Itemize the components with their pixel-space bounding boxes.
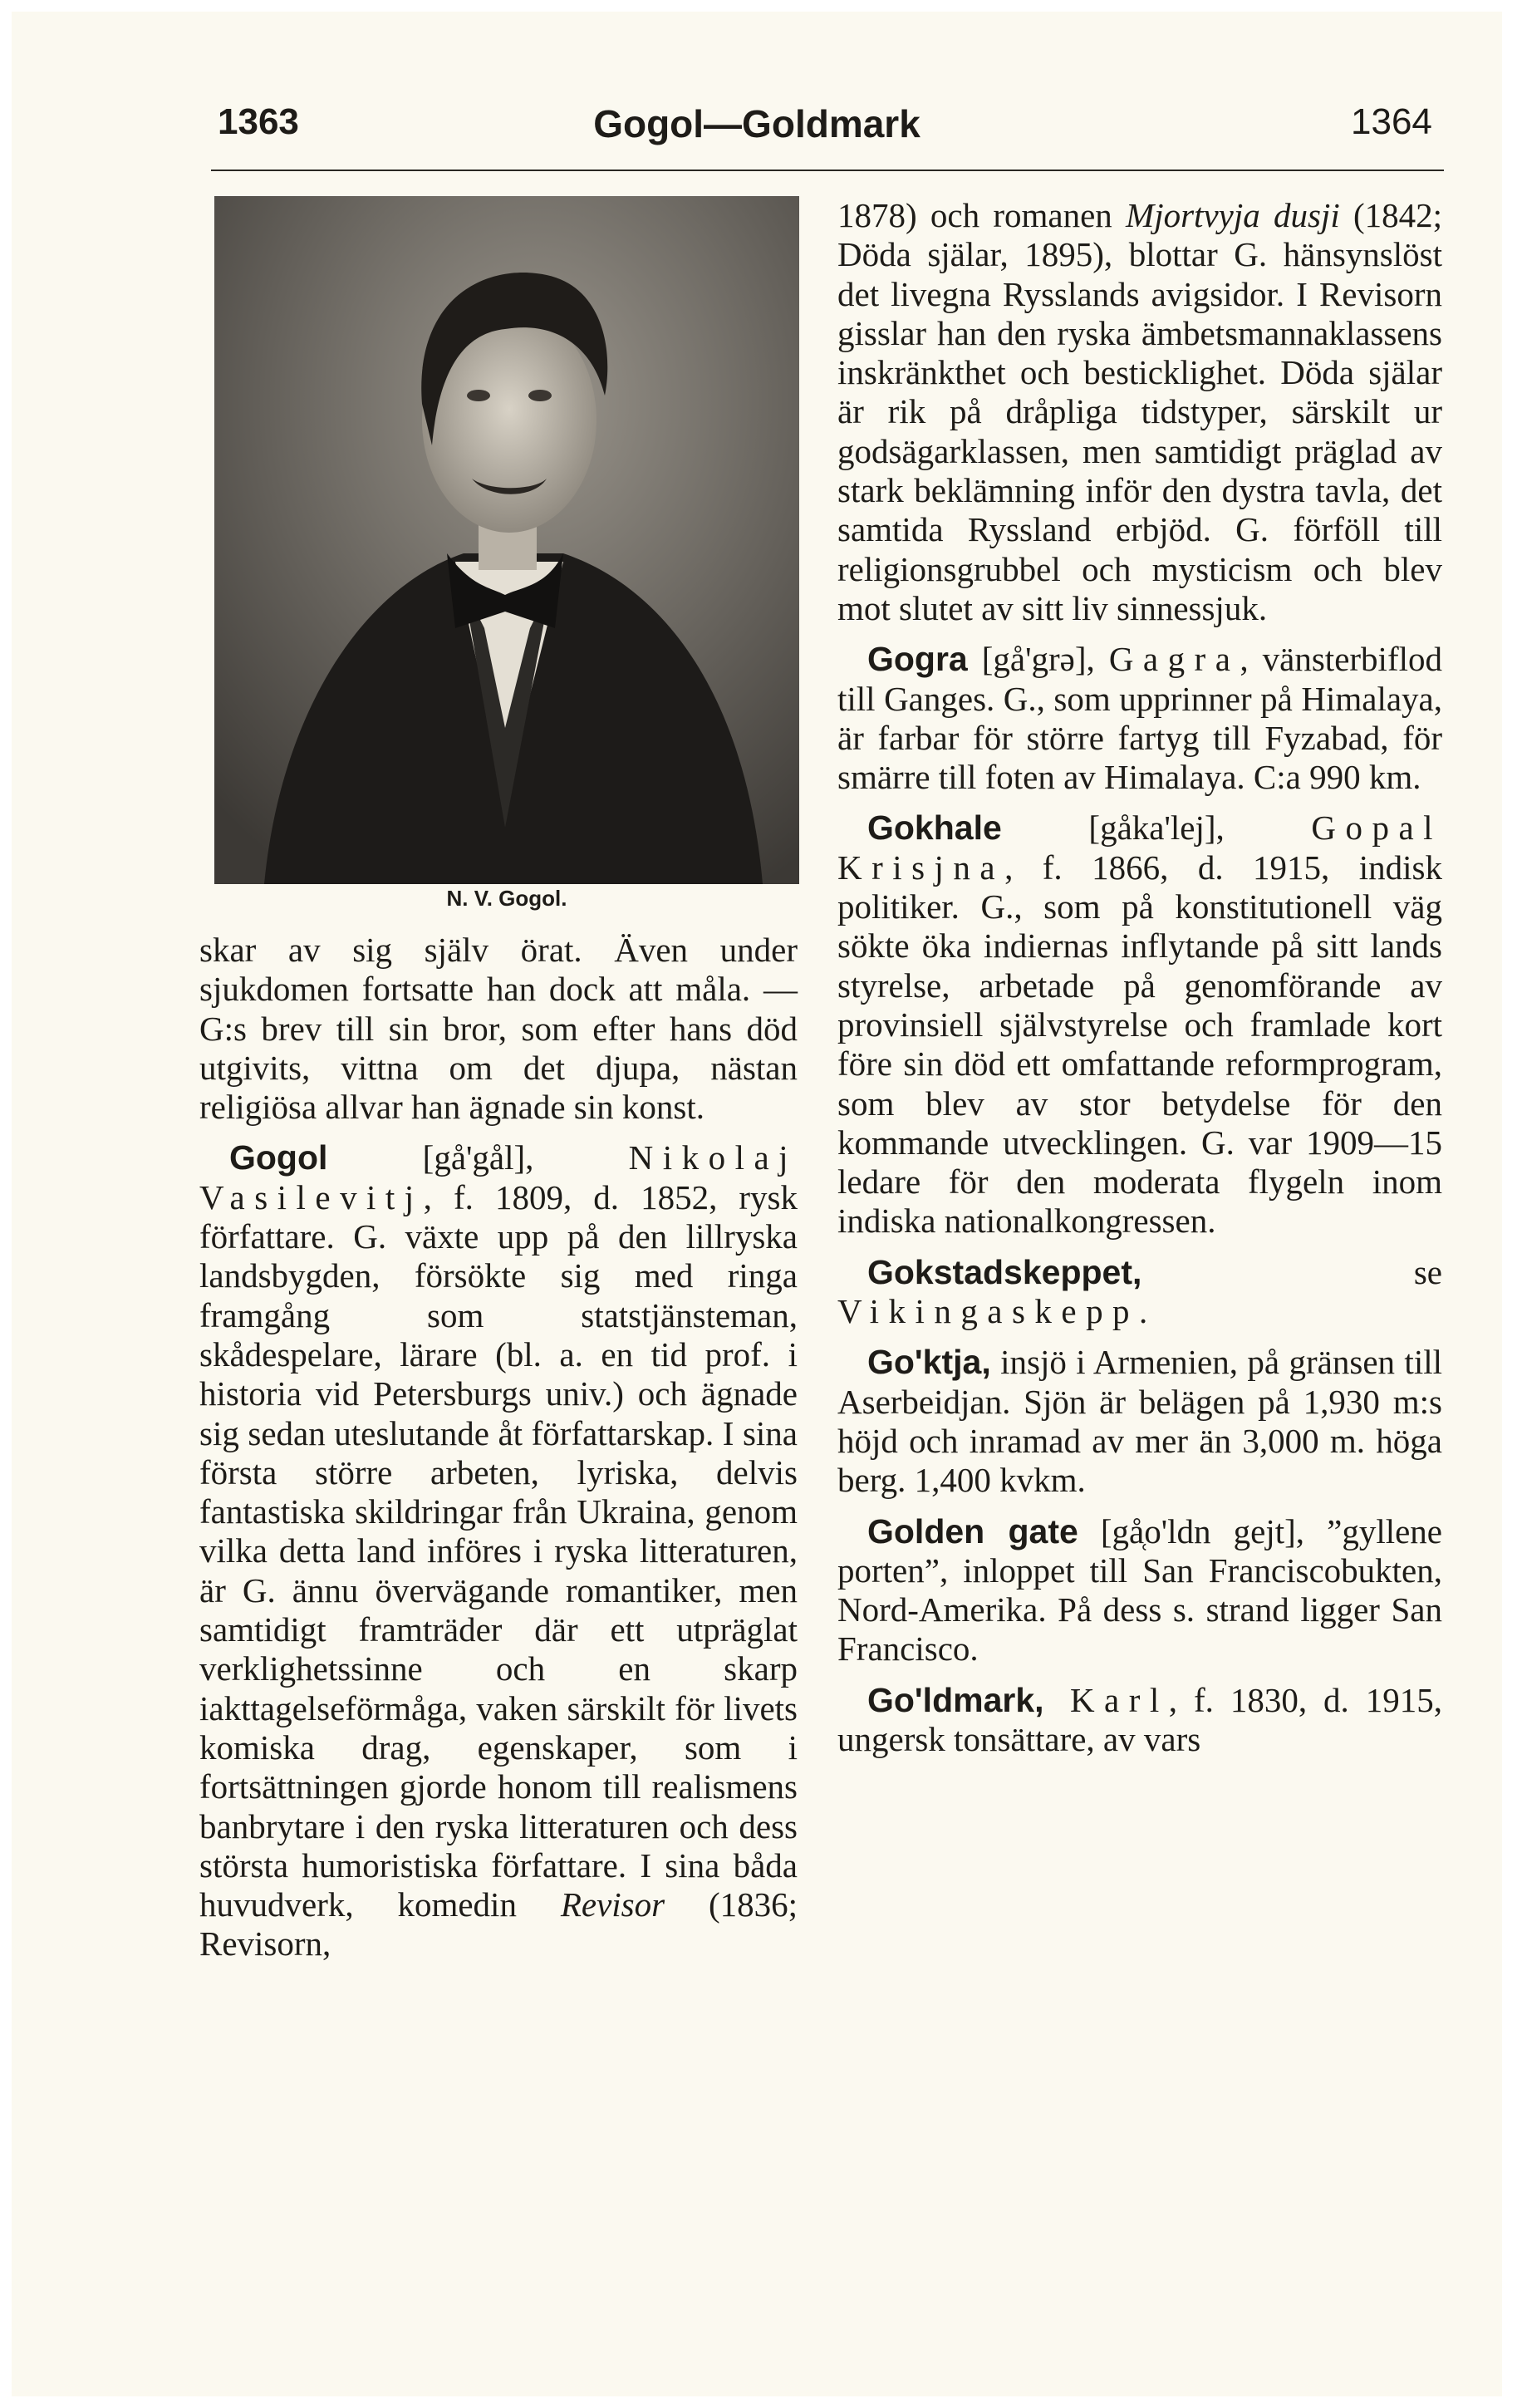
portrait-drawing bbox=[214, 196, 799, 884]
entry-golden-gate bbox=[837, 1512, 1442, 1669]
entry-gogra bbox=[837, 640, 1442, 797]
entry-gogol bbox=[199, 1138, 798, 1963]
gokhale-pronunciation: [gåka'lej], bbox=[1001, 808, 1312, 848]
headword-goktja: Go'ktja, bbox=[867, 1343, 991, 1382]
headword-gokstadskeppet: Gokstadskeppet, bbox=[867, 1252, 1142, 1291]
gokstad-end: . bbox=[1139, 1292, 1148, 1331]
headword-gogra: Gogra bbox=[867, 640, 968, 679]
gogol-pronunciation: [gå'gål], bbox=[327, 1138, 629, 1177]
gokhale-text: , f. 1866, d. 1915, indisk politiker. G., som på konstitutionell väg sökte öka indiernas inflytande på sitt lands styrelse, arbetade på genomförande av provinsiell självstyrelse och framlade kort före sin död ett omfattande reformprogram, som blev av stor betydelse för den kommande utvecklingen. G. var 1909—15 ledare för den moderata flygeln inom indiska nationalkongressen. bbox=[837, 848, 1442, 1241]
left-column bbox=[199, 931, 798, 1964]
page-number-left: 1363 bbox=[218, 101, 299, 142]
book-page bbox=[12, 12, 1502, 2396]
headword-goldmark: Go'ldmark, bbox=[867, 1680, 1044, 1719]
gokstad-see: se bbox=[1141, 1252, 1442, 1291]
goldmark-text: , f. 1830, d. 1915, ungersk tonsättare, av vars bbox=[837, 1680, 1442, 1758]
gogra-pronunciation: [gå'grə], bbox=[967, 640, 1109, 679]
running-title: Gogol—Goldmark bbox=[593, 102, 921, 145]
gogra-text: , vänsterbiflod till Ganges. G., som upprinner på Himalaya, är farbar för större fartyg till Fyzabad, för smärre till foten av Himalaya. C:a 990 km. bbox=[837, 640, 1442, 797]
continuation-paragraph: skar av sig själv örat. Även under sjukdomen fortsatte han dock att måla. — G:s brev till sin bror, som efter hans död utgivits, vittna om det djupa, nästan religiösa allvar han ägnade sin konst. bbox=[199, 931, 798, 1127]
headword-gogol: Gogol bbox=[229, 1138, 328, 1177]
header-rule bbox=[211, 170, 1444, 171]
running-header bbox=[12, 101, 1502, 168]
entry-goldmark bbox=[837, 1681, 1442, 1760]
headword-golden-gate: Golden gate bbox=[867, 1511, 1078, 1550]
gogra-alt-name: Gagra bbox=[1108, 640, 1240, 679]
entry-gogol-continued bbox=[837, 196, 1442, 628]
gogol-forename: Nikolaj Vasilevitj bbox=[199, 1138, 798, 1216]
gogol-cont-text-2: (1842; Döda själar, 1895), blottar G. hänsynslöst det livegna Rysslands avigsidor. I Revisorn gisslar han den ryska ämbetsmannaklassens inskränkthet och besticklighet. Döda själar är rik på dråpliga tidstyper, särskilt ur godsägarklassen, men samtidigt präglad av stark beklämning inför den dystra tavla, det samtida Ryssland erbjöd. G. förföll till religionsgrubbel och mysticism och blev mot slutet av sitt liv sinnessjuk. bbox=[837, 196, 1443, 627]
work-title-revisor: Revisor bbox=[560, 1885, 665, 1924]
right-column bbox=[837, 196, 1442, 1759]
entry-gokstadskeppet bbox=[837, 1253, 1442, 1332]
gogol-cont-text-1: 1878) och romanen bbox=[837, 196, 1127, 234]
gogol-portrait bbox=[214, 196, 799, 884]
gokstad-cross-reference: Vikingaskepp bbox=[837, 1292, 1140, 1331]
gogol-text-1: , f. 1809, d. 1852, rysk författare. G. växte upp på den lillryska landsbygden, försökte sig med ringa framgång som statstjänsteman, skådespelare, lärare (bl. a. en tid prof. i historia vid Petersburgs univ.) och ägnade sig sedan uteslutande åt författarskap. I sina första större arbeten, lyriska, delvis fantastiska skildringar från Ukraina, genom vilka detta land införes i ryska litteraturen, är G. ännu övervägande romantiker, men samtidigt framträder där ett utpräglat verklighetssinne och en skarp iakttagelseförmåga, vaken särskilt för livets komiska drag, egenskaper, som i fortsättningen gjorde honom till realismens banbrytare i den ryska litteraturen och dess största humoristiska författare. I sina båda huvudverk, komedin bbox=[199, 1177, 798, 1924]
goktja-text: insjö i Armenien, på gränsen till Aserbeidjan. Sjön är belägen på 1,930 m:s höjd och inramad av mer än 3,000 m. höga berg. 1,400 kvkm. bbox=[837, 1343, 1442, 1500]
entry-gokhale bbox=[837, 808, 1442, 1241]
headword-gokhale: Gokhale bbox=[867, 808, 1002, 848]
goldmark-forename: Karl bbox=[1043, 1680, 1169, 1719]
gogol-text-2: (1836; Revisorn, bbox=[199, 1885, 798, 1963]
entry-goktja bbox=[837, 1343, 1442, 1500]
golden-gate-text: [gå̜o'ldn gejt], ”gyllene porten”, inloppet till San Franciscobukten, Nord-Amerika. På dess s. strand ligger San Francisco. bbox=[837, 1511, 1442, 1668]
gokhale-forename: Gopal Krisjna bbox=[837, 808, 1442, 887]
page-number-right: 1364 bbox=[1351, 101, 1432, 142]
work-title-mjortvyja: Mjortvyja dusji bbox=[1126, 196, 1340, 234]
portrait-caption: N. V. Gogol. bbox=[446, 886, 567, 911]
